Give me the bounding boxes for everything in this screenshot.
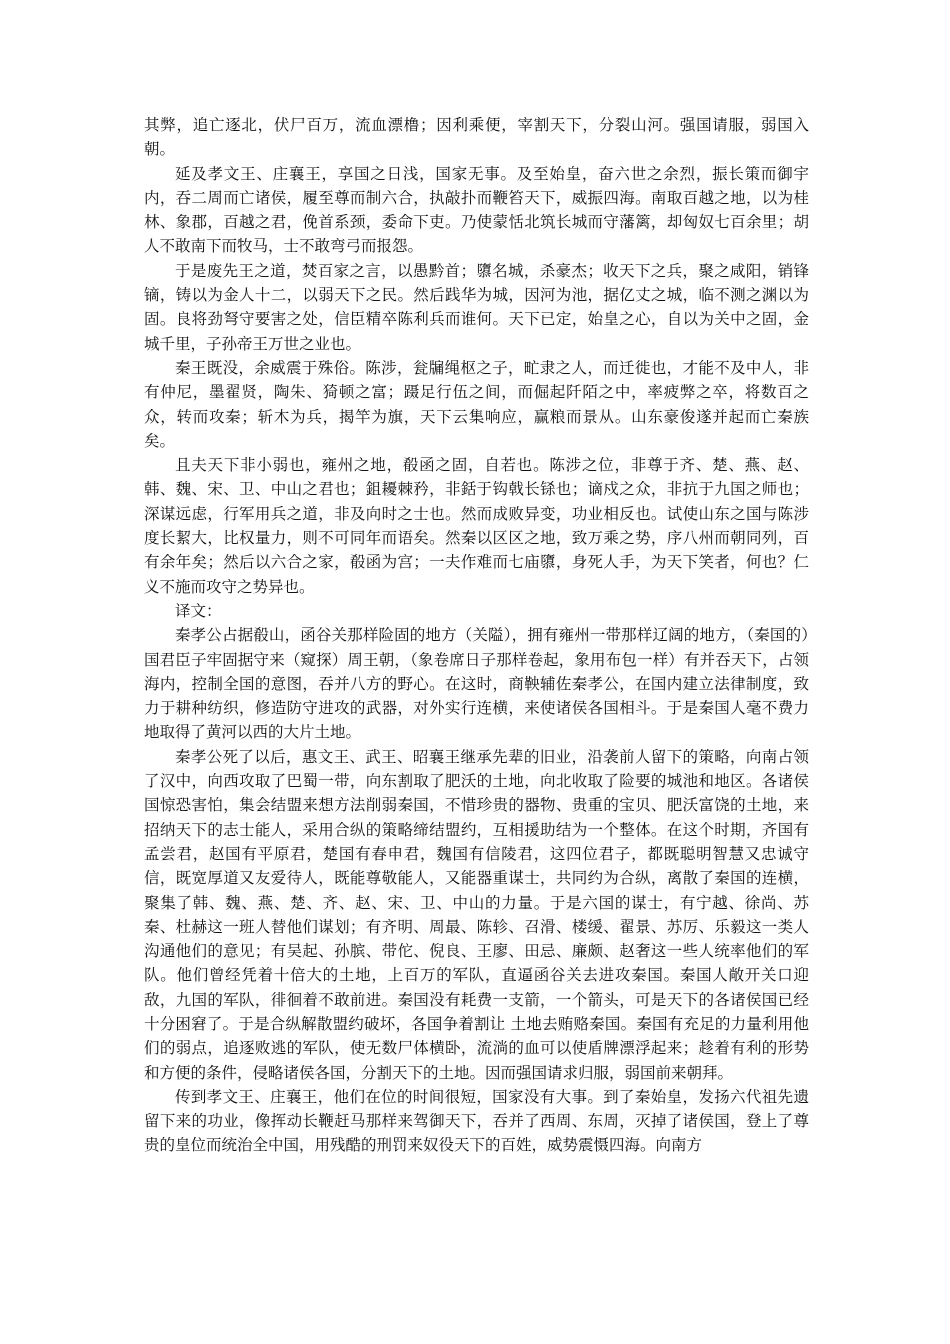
paragraph-8: 秦孝公死了以后，惠文王、武王、昭襄王继承先辈的旧业，沿袭前人留下的策略，向南占领了汉中，向西攻取了巴蜀一带，向东割取了肥沃的土地，向北收取了险要的城池和地区。各诸侯国惊恐害怕，集会结盟来想方法削弱秦国，不惜珍贵的器物、贵重的宝贝、肥沃富饶的土地，来招纳天下的志士能人，采用合纵的策略缔结盟约，互相援助结为一个整体。在这个时期，齐国有孟尝君，赵国有平原君，楚国有春申君，魏国有信陵君，这四位君子，都既聪明智慧又忠诚守信，既宽厚道又友爱待人，既能尊敬能人，又能器重谋士，共同约为合纵，离散了秦国的连横，聚集了韩、魏、燕、楚、齐、赵、宋、卫、中山的力量。于是六国的谋士，有宁越、徐尚、苏秦、杜赫这一班人替他们谋划；有齐明、周最、陈轸、召滑、楼缓、翟景、苏厉、乐毅这一类人沟通他们的意见；有吴起、孙膑、带佗、倪良、王廖、田忌、廉颇、赵奢这一些人统率他们的军队。他们曾经凭着十倍大的土地，上百万的军队，直逼函谷关去进攻秦国。秦国人敞开关口迎敌，九国的军队，徘徊着不敢前进。秦国没有耗费一支箭，一个箭头，可是天下的各诸侯国已经十分困窘了。于是合纵解散盟约破坏，各国争着割让 土地去贿赂秦国。秦国有充足的力量利用他们的弱点，追逐败逃的军队，使无数尸体横卧，流淌的血可以使盾牌漂浮起来；趁着有利的形势和方便的条件，侵略诸侯各国，分割天下的土地。因而强国请求归服，弱国前来朝拜。 xyxy=(144,747,809,1082)
paragraph-7: 秦孝公占据殽山，函谷关那样险固的地方（关隘），拥有雍州一带那样辽阔的地方，（秦国的）国君臣子牢固据守来（窥探）周王朝，（象卷席日子那样卷起，象用布包一样）有并吞天下，占领海内，控制全国的意图，吞并八方的野心。在这时，商鞅辅佐秦孝公，在国内建立法律制度，致力于耕种纺织，修造防守进攻的武器，对外实行连横，来使诸侯各国相斗。于是秦国人毫不费力地取得了黄河以西的大片土地。 xyxy=(144,626,809,742)
paragraph-2: 延及孝文王、庄襄王，享国之日浅，国家无事。及至始皇，奋六世之余烈，振长策而御宇内，吞二周而亡诸侯，履至尊而制六合，执敲扑而鞭笞天下，威振四海。南取百越之地，以为桂林、象郡，百越之君，俛首系颈，委命下吏。乃使蒙恬北筑长城而守藩篱，却匈奴七百余里；胡人不敢南下而牧马，士不敢弯弓而报怨。 xyxy=(144,164,809,256)
paragraph-3: 于是废先王之道，焚百家之言，以愚黔首；隳名城，杀豪杰；收天下之兵，聚之咸阳，销锋镝，铸以为金人十二，以弱天下之民。然后践华为城，因河为池，据亿丈之城，临不测之渊以为固。良将劲弩守要害之处，信臣精卒陈利兵而谁何。天下已定，始皇之心，自以为关中之固，金城千里，子孙帝王万世之业也。 xyxy=(144,261,809,353)
document-page xyxy=(144,113,809,1158)
paragraph-5: 且夫天下非小弱也，雍州之地，殽函之固，自若也。陈涉之位，非尊于齐、楚、燕、赵、韩、魏、宋、卫、中山之君也；鉏耰棘矜，非銛于钩戟长铩也；谪戍之众，非抗于九国之师也；深谋远虑，行军用兵之道，非及向时之士也。然而成败异变，功业相反也。试使山东之国与陈涉度长絜大，比权量力，则不可同年而语矣。然秦以区区之地，致万乘之势，序八州而朝同列，百有余年矣；然后以六合之家，殽函为宫；一夫作难而七庙隳，身死人手，为天下笑者，何也？仁义不施而攻守之势异也。 xyxy=(144,456,809,596)
paragraph-9: 传到孝文王、庄襄王，他们在位的时间很短，国家没有大事。到了秦始皇，发扬六代祖先遗留下来的功业，像挥动长鞭赶马那样来驾御天下，吞并了西周、东周，灭掉了诸侯国，登上了尊贵的皇位而统治全中国，用残酷的刑罚来奴役天下的百姓，威势震慑四海。向南方 xyxy=(144,1087,809,1155)
paragraph-4: 秦王既没，余威震于殊俗。陈涉，瓮牖绳枢之子，甿隶之人，而迁徙也，才能不及中人，非有仲尼，墨翟贤，陶朱、猗顿之富；蹑足行伍之间，而倔起阡陌之中，率疲弊之卒，将数百之众，转而攻秦；斩木为兵，揭竿为旗，天下云集响应，赢粮而景从。山东豪俊遂并起而亡秦族矣。 xyxy=(144,358,809,450)
translation-heading: 译文： xyxy=(175,601,222,620)
paragraph-1: 其弊，追亡逐北，伏尸百万，流血漂橹；因利乘便，宰割天下，分裂山河。强国请服，弱国入朝。 xyxy=(144,116,809,159)
